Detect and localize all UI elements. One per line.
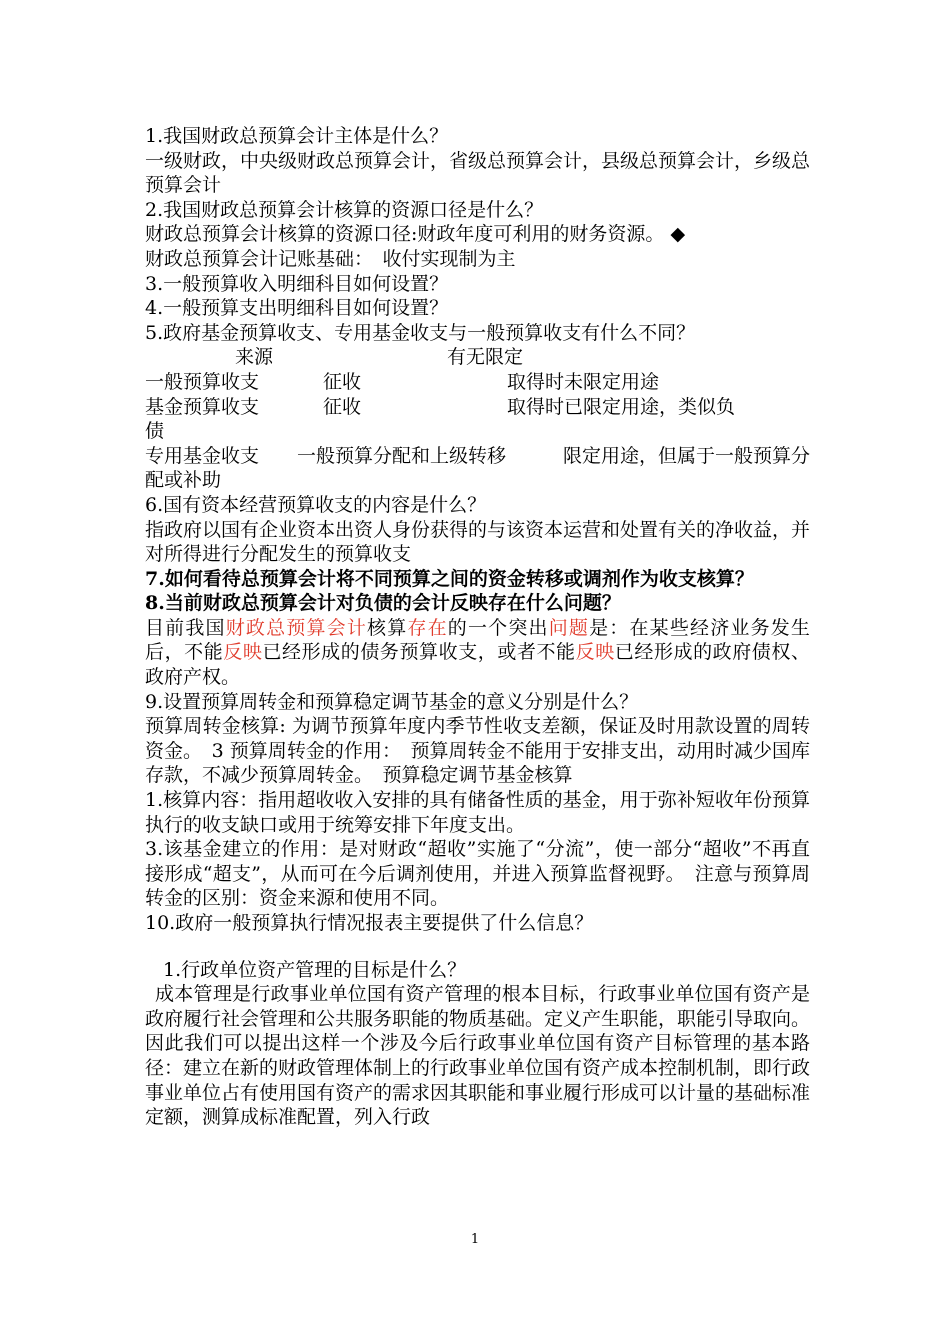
answer-1: 一级财政，中央级财政总预算会计，省级总预算会计，县级总预算会计，乡级总预算会计 (145, 149, 811, 197)
section-2-question-1: 1.行政单位资产管理的目标是什么？ (163, 958, 467, 981)
question-3: 3.一般预算收入明细科目如何设置？ (145, 272, 449, 295)
answer-8-highlight: 问题 (548, 616, 590, 639)
section-gap (145, 936, 810, 958)
answer-8-highlight: 存在 (407, 616, 448, 639)
answer-9-point-1: 1.核算内容：指用超收收入安排的具有储备性质的基金，用于弥补短收年份预算执行的收支缺口或用于统筹安排下年度支出。 (145, 789, 810, 836)
comparison-table-header (145, 345, 810, 370)
question-2: 2.我国财政总预算会计核算的资源口径是什么？ (145, 198, 544, 221)
header-limit: 有无限定 (447, 346, 524, 369)
question-1: 1.我国财政总预算会计主体是什么？ (145, 125, 449, 147)
answer-8-text: 已经形成的政府债权、政府产权。 (145, 641, 810, 689)
row-source: 征收 (323, 395, 362, 418)
answer-8-text: 目前我国 (145, 616, 226, 639)
answer-2-line-1: 财政总预算会计核算的资源口径:财政年度可利用的财务资源。 ◆ (145, 223, 686, 246)
answer-8 (145, 616, 810, 690)
question-10: 10.政府一般预算执行情况报表主要提供了什么信息？ (145, 912, 594, 934)
row-source: 征收 (323, 370, 362, 393)
row-limit: 取得时未限定用途 (507, 370, 660, 393)
section-2-answer-1: 成本管理是行政事业单位国有资产管理的根本目标，行政事业单位国有资产是政府履行社会管理和公共服务职能的物质基础。定义产生职能，职能引导取向。 (145, 983, 811, 1030)
question-7: 7.如何看待总预算会计将不同预算之间的资金转移或调剂作为收支核算？ (145, 567, 754, 590)
row-limit: 取得时已限定用途，类似负 (507, 395, 736, 418)
answer-8-text: 是：在某些经济业务发生后，不能 (145, 616, 810, 664)
answer-6: 指政府以国有企业资本出资人身份获得的与该资本运营和处置有关的净收益，并对所得进行分配发生的预算收支 (145, 518, 811, 566)
comparison-table-row (145, 395, 810, 420)
row-name: 基金预算收支 (145, 395, 260, 418)
question-4: 4.一般预算支出明细科目如何设置？ (145, 297, 449, 320)
section-2-answer-2: 因此我们可以提出这样一个涉及今后行政事业单位国有资产目标管理的基本路径：建立在新的财政管理体制上的行政事业单位国有资产成本控制机制，即行政事业单位占有使用国有资产的需求因其职能和事业履行形成可以计量的基础标准定额，测算成标准配置，列入行政 (145, 1032, 811, 1129)
question-9: 9.设置预算周转金和预算稳定调节基金的意义分别是什么？ (145, 690, 639, 713)
page-number: 1 (470, 1232, 480, 1247)
question-6: 6.国有资本经营预算收支的内容是什么？ (145, 493, 487, 516)
answer-9: 预算周转金核算: 为调节预算年度内季节性收支差额，保证及时用款设置的周转资金。 3 预算周转金的作用： 预算周转金不能用于安排支出，动用时减少国库存款，不减少预算周转金。 预算稳定调节基金核算 (145, 715, 810, 787)
document-body (145, 124, 810, 1130)
answer-8-text: 的一个突出 (447, 616, 549, 639)
answer-2-line-2: 财政总预算会计记账基础： 收付实现制为主 (145, 247, 516, 270)
header-source: 来源 (235, 346, 274, 369)
answer-8-text: 核算 (367, 616, 408, 639)
answer-8-text: 已经形成的债务预算收支，或者不能 (262, 641, 576, 664)
comparison-table-row: 专用基金收支 一般预算分配和上级转移 限定用途，但属于一般预算分配或补助 (145, 444, 811, 492)
row-limit-continued: 债 (145, 420, 165, 443)
comparison-table-row (145, 370, 810, 395)
answer-9-point-3: 3.该基金建立的作用：是对财政“超收”实施了“分流”，使一部分“超收”不再直接形成“超支”，从而可在今后调剂使用，并进入预算监督视野。 注意与预算周转金的区别：资金来源和使用不同。 (145, 838, 810, 910)
answer-8-highlight: 财政总预算会计 (225, 616, 368, 639)
answer-8-highlight: 反映 (223, 641, 263, 664)
row-name: 一般预算收支 (145, 370, 260, 393)
question-8: 8.当前财政总预算会计对负债的会计反映存在什么问题？ (145, 592, 621, 615)
answer-8-highlight: 反映 (575, 641, 615, 664)
question-5: 5.政府基金预算收支、专用基金收支与一般预算收支有什么不同？ (145, 321, 696, 344)
